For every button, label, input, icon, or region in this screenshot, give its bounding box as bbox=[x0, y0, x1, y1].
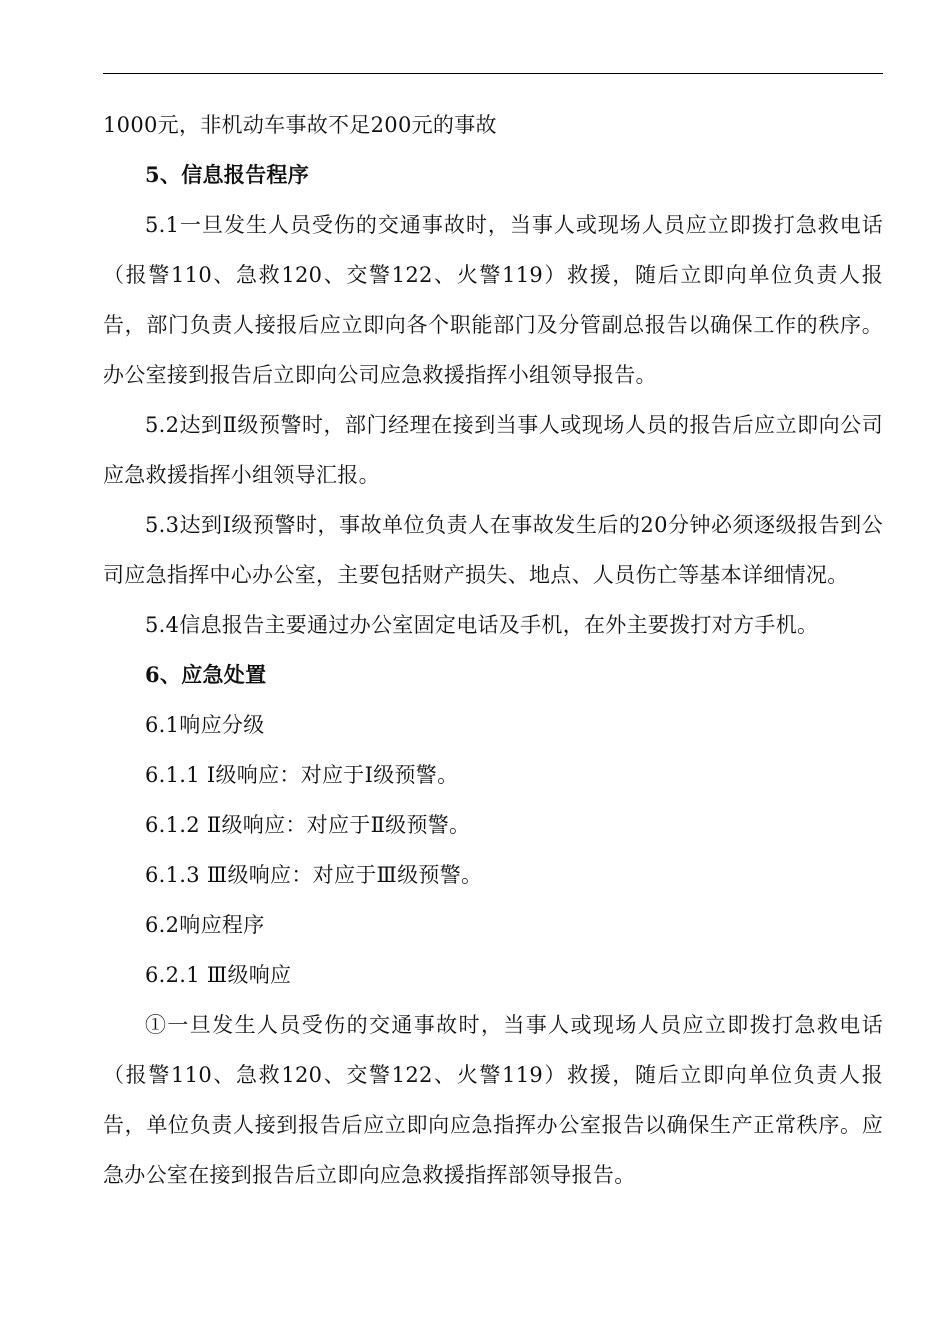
header-rule bbox=[103, 73, 883, 74]
section-6-heading: 6、应急处置 bbox=[145, 662, 267, 687]
paragraph-5-2: 5.2达到Ⅱ级预警时，部门经理在接到当事人或现场人员的报告后应立即向公司应急救援指挥小组领导汇报。 bbox=[103, 413, 883, 487]
continuation-text: 1000元，非机动车事故不足200元的事故 bbox=[103, 113, 497, 137]
paragraph-5-4: 5.4信息报告主要通过办公室固定电话及手机，在外主要拨打对方手机。 bbox=[145, 613, 819, 637]
item-6-1-3: 6.1.3 Ⅲ级响应：对应于Ⅲ级预警。 bbox=[145, 863, 483, 887]
subheading-6-1: 6.1响应分级 bbox=[145, 713, 265, 737]
paragraph-5-3: 5.3达到Ⅰ级预警时，事故单位负责人在事故发生后的20分钟必须逐级报告到公司应急指挥中心办公室，主要包括财产损失、地点、人员伤亡等基本详细情况。 bbox=[103, 513, 883, 587]
item-6-1-2: 6.1.2 Ⅱ级响应：对应于Ⅱ级预警。 bbox=[145, 813, 471, 837]
subheading-6-2: 6.2响应程序 bbox=[145, 913, 265, 937]
paragraph-5-1: 5.1一旦发生人员受伤的交通事故时，当事人或现场人员应立即拨打急救电话（报警110、急救120、交警122、火警119）救援，随后立即向单位负责人报告，部门负责人接报后应立即向各个职能部门及分管副总报告以确保工作的秩序。办公室接到报告后立即向公司应急救援指挥小组领导报告。 bbox=[103, 213, 883, 387]
paragraph-6-2-1-1: ①一旦发生人员受伤的交通事故时，当事人或现场人员应立即拨打急救电话（报警110、急救120、交警122、火警119）救援，随后立即向单位负责人报告，单位负责人接到报告后应立即向应急指挥办公室报告以确保生产正常秩序。应急办公室在接到报告后立即向应急救援指挥部领导报告。 bbox=[103, 1013, 883, 1187]
section-5-heading: 5、信息报告程序 bbox=[145, 162, 310, 187]
document-body bbox=[103, 100, 883, 1200]
item-6-1-1: 6.1.1 Ⅰ级响应：对应于Ⅰ级预警。 bbox=[145, 763, 459, 787]
subheading-6-2-1: 6.2.1 Ⅲ级响应 bbox=[145, 963, 292, 987]
